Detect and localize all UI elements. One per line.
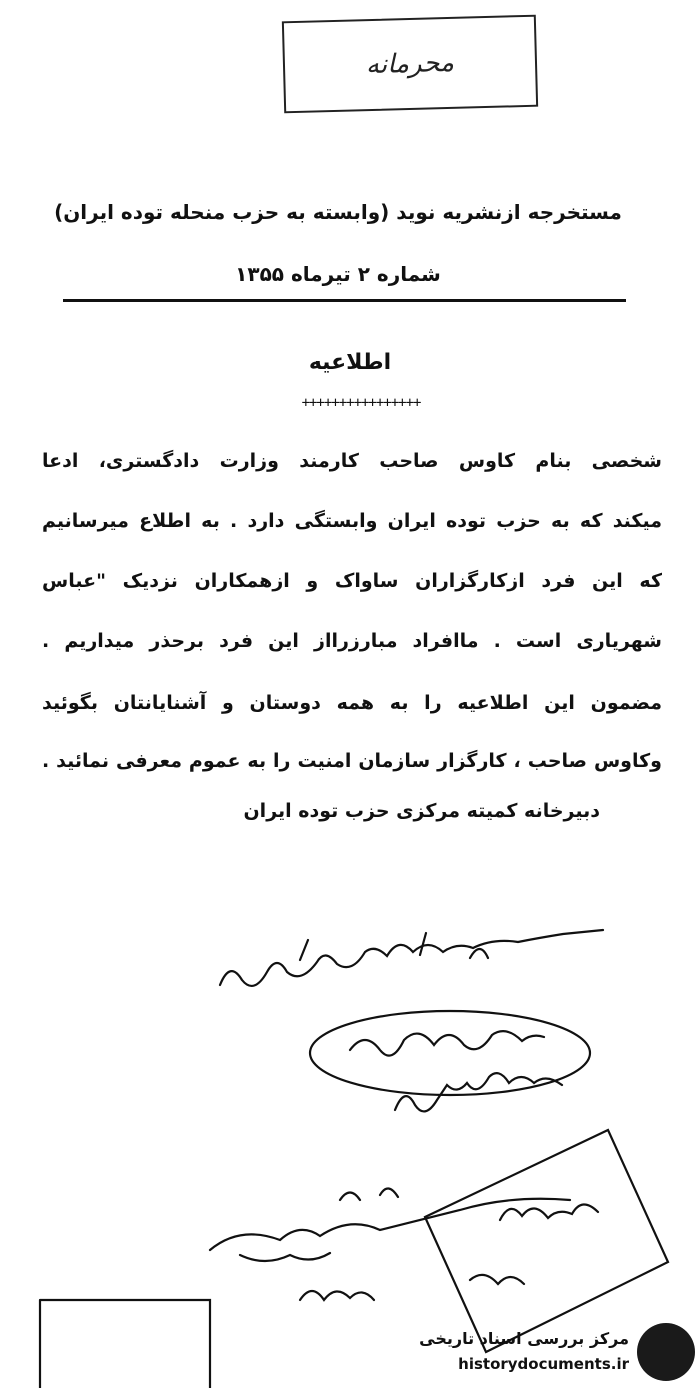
body-line-5: مضمون این اطلاعیه را به همه دوستان و آشنایانتان بگوئید xyxy=(42,692,662,714)
handwriting-stroke xyxy=(300,1291,374,1300)
handwriting-stroke xyxy=(500,1204,598,1220)
handwriting-box xyxy=(40,1300,210,1388)
source-heading: مستخرجه ازنشریه نوید (وابسته به حزب منحله توده ایران) xyxy=(54,200,622,224)
handwriting-stroke xyxy=(350,1031,544,1055)
body-line-4: شهریاری است . ماافراد مبارزرااز این فرد برحذر میداریم . xyxy=(42,630,662,652)
body-line-1: شخصی بنام کاوس صاحب کارمند وزارت دادگستری، ادعا xyxy=(42,450,662,472)
watermark xyxy=(415,1323,695,1383)
title-divider: ++++++++++++++++ xyxy=(301,395,421,411)
handwriting-stroke xyxy=(220,930,603,986)
archive-logo-icon xyxy=(637,1323,695,1381)
notice-title: اطلاعیه xyxy=(308,350,392,375)
handwriting-oval xyxy=(310,1011,590,1095)
issue-heading: شماره ۲ تیرماه ۱۳۵۵ xyxy=(235,262,441,286)
body-line-6: وکاوس صاحب ، کارگزار سازمان امنیت را به عموم معرفی نمائید . xyxy=(42,750,662,772)
handwriting-box xyxy=(425,1130,668,1352)
signature-line: دبیرخانه کمیته مرکزی حزب توده ایران xyxy=(243,800,600,822)
stamp-text: محرمانه xyxy=(365,47,455,81)
watermark-site: historydocuments.ir xyxy=(458,1355,629,1373)
handwriting-stroke xyxy=(210,1199,570,1250)
handwriting-stroke xyxy=(340,1188,398,1200)
handwriting-stroke xyxy=(240,1253,330,1261)
handwriting-stroke xyxy=(395,1073,562,1111)
watermark-name: مرکز بررسی اسناد تاریخی xyxy=(419,1329,629,1348)
body-line-3: که این فرد ازکارگزاران ساواک و ازهمکاران نزدیک "عباس xyxy=(42,570,662,592)
body-line-2: میکند که به حزب توده ایران وابستگی دارد . به اطلاع میرسانیم xyxy=(42,510,662,532)
handwriting-stroke xyxy=(470,1275,524,1284)
